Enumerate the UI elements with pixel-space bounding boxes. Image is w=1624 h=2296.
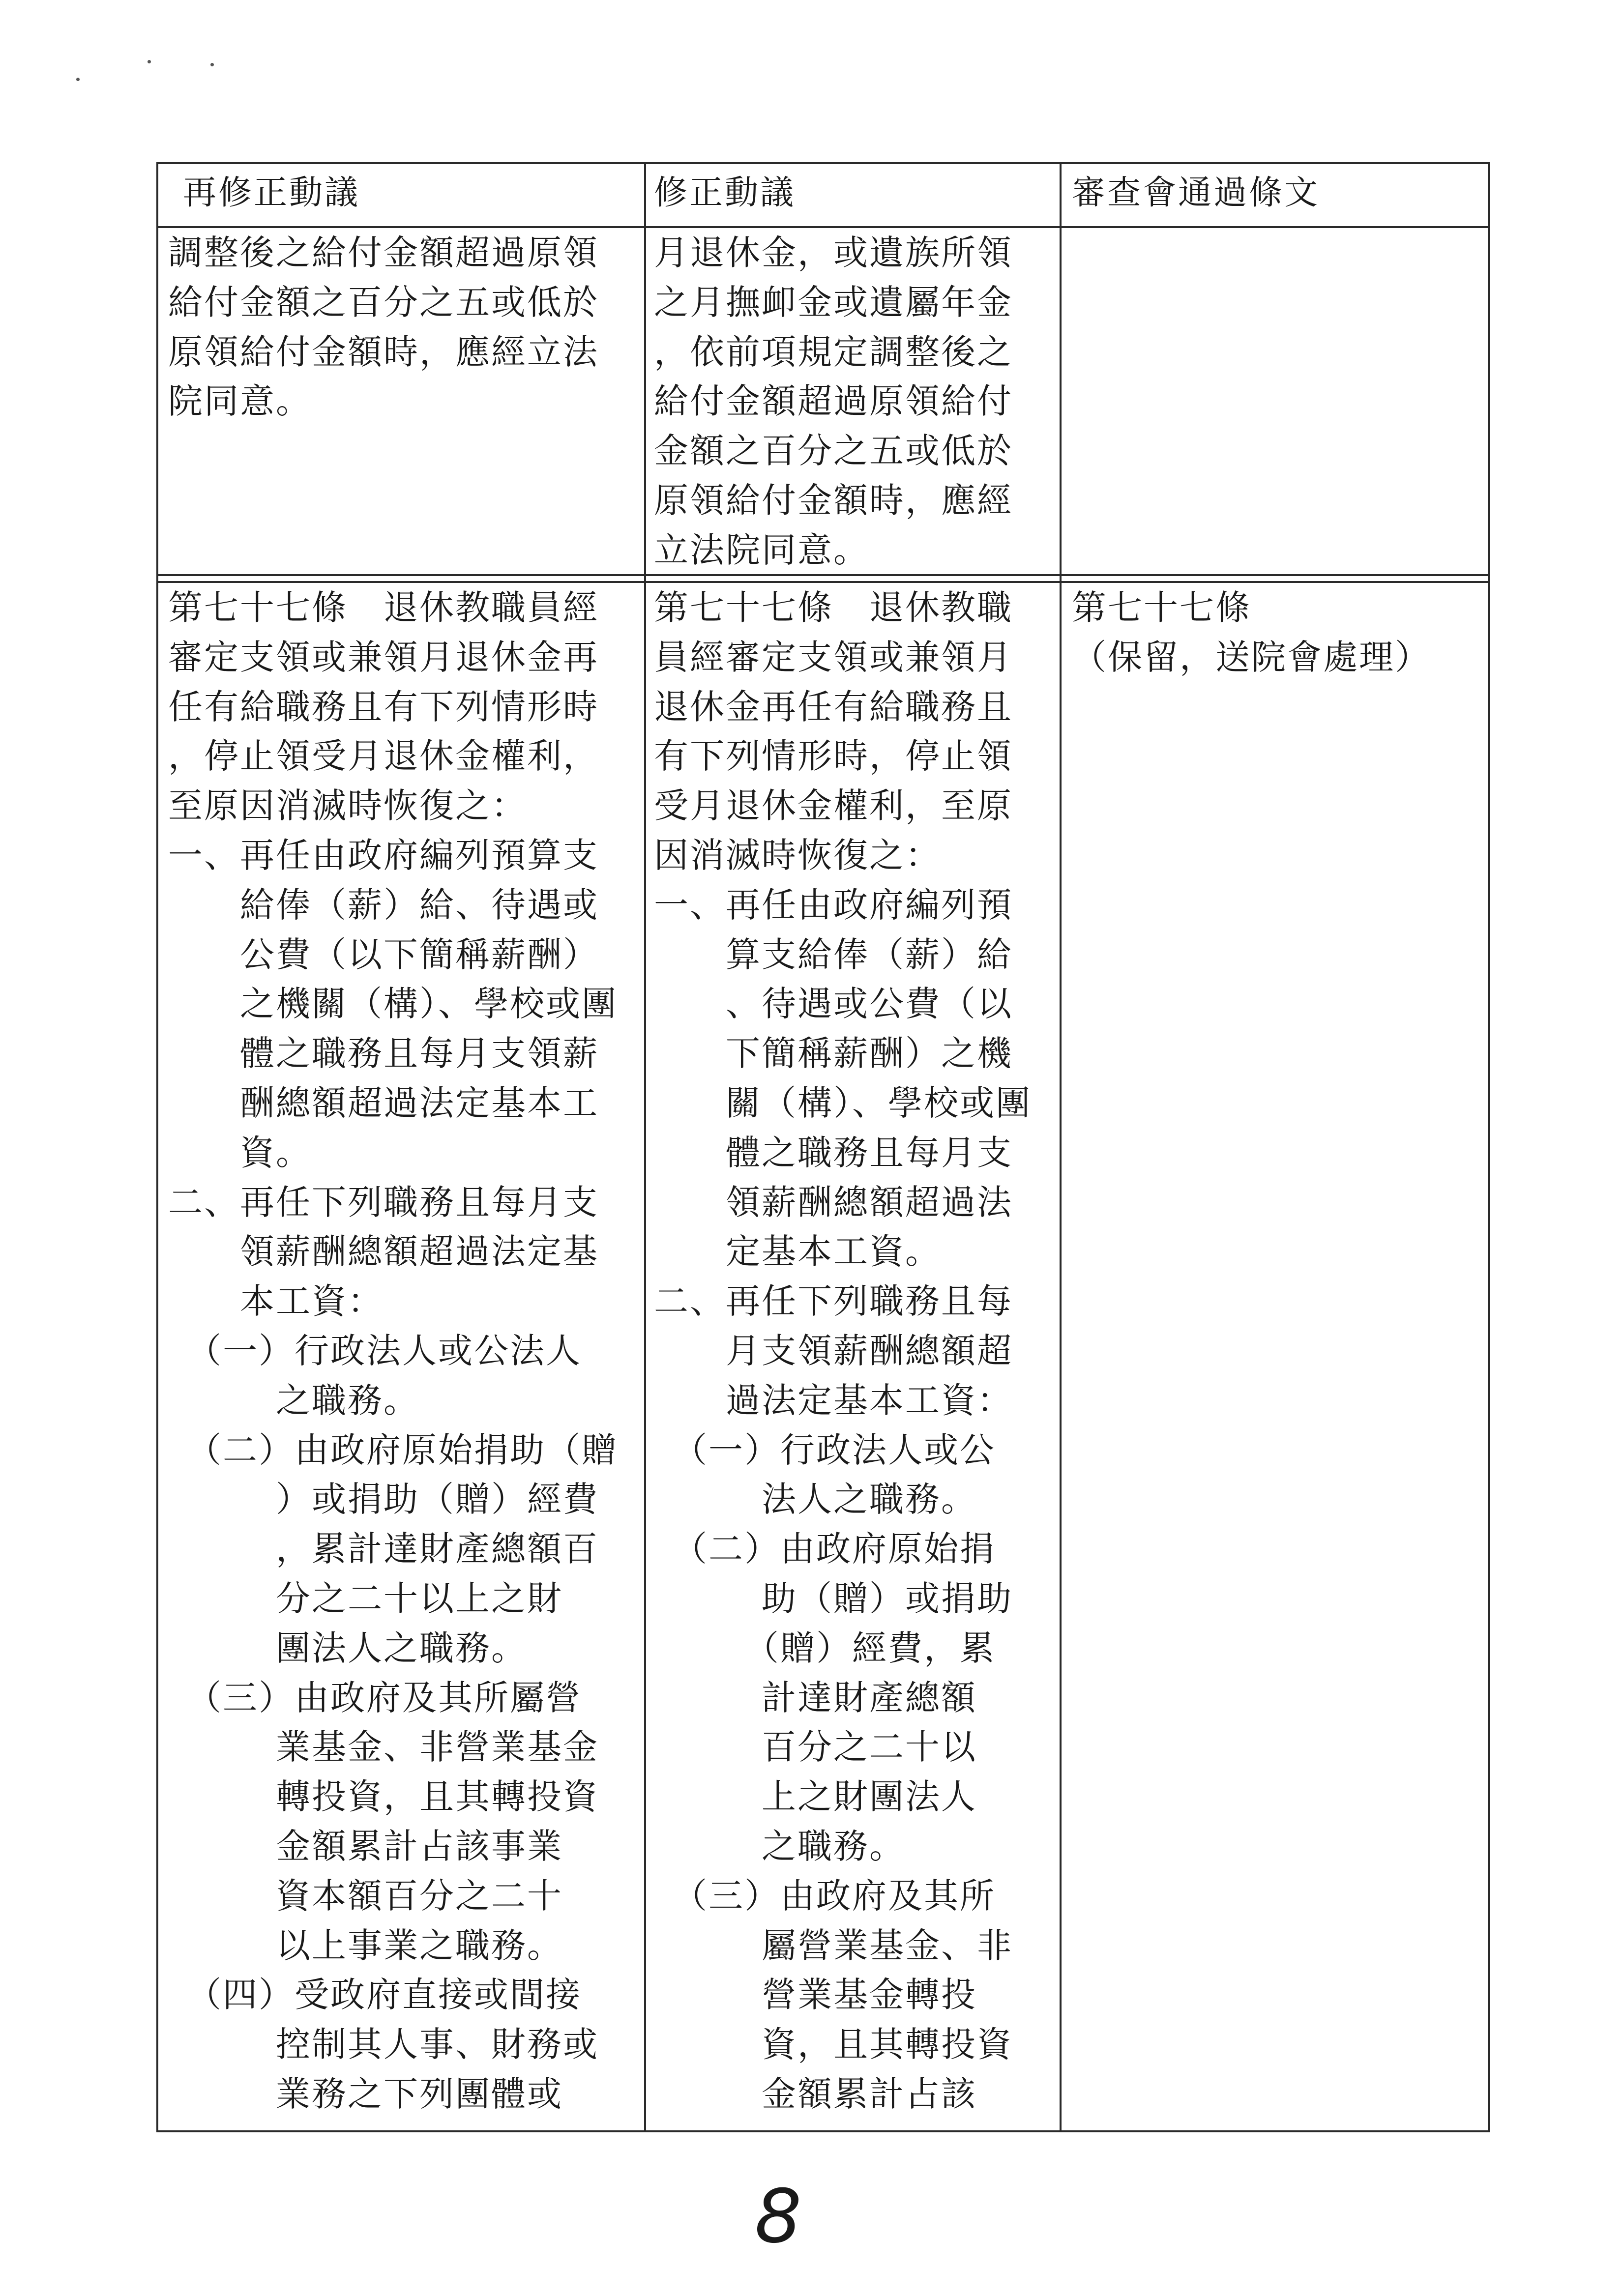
column-divider — [644, 164, 646, 2130]
text-line: 團法人之職務。 — [168, 1628, 527, 1668]
text-line: 二、再任下列職務且每 — [654, 1281, 1013, 1322]
text-line: 資本額百分之二十 — [168, 1875, 563, 1916]
text-line: 公費（以下簡稱薪酬） — [168, 934, 599, 975]
text-line: 審定支領或兼領月退休金再 — [168, 637, 599, 677]
text-line: 體之職務且每月支 — [654, 1132, 1013, 1173]
text-line: （二）由政府原始捐 — [654, 1529, 996, 1569]
row2-col1-text — [168, 583, 618, 2119]
text-line: 業務之下列團體或 — [168, 2073, 563, 2114]
text-line: （贈）經費，累 — [654, 1628, 996, 1668]
text-line: 之月撫卹金或遺屬年金 — [654, 282, 1013, 322]
text-line: 第七十七條 退休教職員經 — [168, 587, 599, 628]
amendment-comparison-table — [156, 162, 1490, 2132]
text-line: 領薪酬總額超過法定基 — [168, 1231, 599, 1272]
text-line: 一、再任由政府編列預算支 — [168, 835, 599, 875]
text-line: 月支領薪酬總額超 — [654, 1330, 1013, 1371]
text-line: 關（構）、學校或團 — [654, 1082, 1032, 1123]
text-line: 業基金、非營業基金 — [168, 1727, 599, 1768]
text-line: 轉投資，且其轉投資 — [168, 1776, 599, 1817]
text-line: 分之二十以上之財 — [168, 1578, 563, 1619]
text-line: （二）由政府原始捐助（贈 — [168, 1429, 618, 1470]
text-line: 、待遇或公費（以 — [654, 984, 1013, 1024]
text-line: 因消滅時恢復之： — [654, 835, 941, 875]
text-line: 至原因消滅時恢復之： — [168, 785, 527, 826]
header-committee-approved-text: 審查會通過條文 — [1072, 174, 1320, 212]
column-divider — [1060, 164, 1062, 2130]
text-line: 金額累計占該事業 — [168, 1826, 563, 1866]
text-line: （一）行政法人或公法人 — [168, 1330, 582, 1371]
text-line: 二、再任下列職務且每月支 — [168, 1182, 599, 1222]
text-line: 退休金再任有給職務且 — [654, 686, 1013, 727]
text-line: 調整後之給付金額超過原領 — [168, 233, 599, 273]
text-line: 之職務。 — [168, 1380, 419, 1421]
text-line: 百分之二十以 — [654, 1727, 977, 1768]
text-line: （一）行政法人或公 — [654, 1429, 996, 1470]
text-line: 之職務。 — [654, 1826, 905, 1866]
text-line: 算支給俸（薪）給 — [654, 934, 1013, 975]
text-line: 員經審定支領或兼領月 — [654, 637, 1013, 677]
text-line: 月退休金，或遺族所領 — [654, 233, 1013, 273]
text-line: 有下列情形時，停止領 — [654, 736, 1013, 777]
scan-speck — [76, 78, 80, 81]
text-line: 上之財團法人 — [654, 1776, 977, 1817]
text-line: 法人之職務。 — [654, 1479, 977, 1520]
text-line: 下簡稱薪酬）之機 — [654, 1033, 1013, 1074]
text-line: （三）由政府及其所屬營 — [168, 1677, 582, 1718]
text-line: 屬營業基金、非 — [654, 1925, 1013, 1966]
row2-col3-text — [1072, 583, 1431, 682]
text-line: 一、再任由政府編列預 — [654, 884, 1013, 925]
text-line: 營業基金轉投 — [654, 1975, 977, 2015]
text-line: 過法定基本工資： — [654, 1380, 1013, 1421]
text-line: 原領給付金額時，應經立法 — [168, 331, 599, 372]
text-line: 體之職務且每月支領薪 — [168, 1033, 599, 1074]
text-line: 之機關（構）、學校或團 — [168, 984, 618, 1024]
text-line: 第七十七條 退休教職 — [654, 587, 1013, 628]
text-line: ）或捐助（贈）經費 — [168, 1479, 599, 1520]
text-line: ，累計達財產總額百 — [168, 1529, 599, 1569]
text-line: ，停止領受月退休金權利， — [168, 736, 599, 777]
row2-col2-text — [654, 583, 1032, 2119]
text-line: 院同意。 — [168, 381, 312, 422]
scan-speck — [210, 63, 214, 66]
text-line: 以上事業之職務。 — [168, 1925, 563, 1966]
text-line: （保留，送院會處理） — [1072, 637, 1431, 677]
text-line: 本工資： — [168, 1281, 384, 1322]
text-line: 受月退休金權利，至原 — [654, 785, 1013, 826]
row1-col1-text — [168, 228, 599, 426]
text-line: 領薪酬總額超過法 — [654, 1182, 1013, 1222]
text-line: 原領給付金額時，應經 — [654, 480, 1013, 521]
scan-speck — [148, 60, 151, 63]
text-line: 資，且其轉投資 — [654, 2024, 1013, 2065]
text-line: 金額累計占該 — [654, 2073, 977, 2114]
text-line: ，依前項規定調整後之 — [654, 331, 1013, 372]
text-line: 任有給職務且有下列情形時 — [168, 686, 599, 727]
text-line: 第七十七條 — [1072, 587, 1251, 628]
page-number: 8 — [755, 2174, 802, 2260]
text-line: 給付金額之百分之五或低於 — [168, 282, 599, 322]
row1-col2-text — [654, 228, 1013, 575]
header-re-amendment-motion: 再修正動議 — [183, 174, 360, 212]
text-line: 酬總額超過法定基本工 — [168, 1082, 599, 1123]
text-line: 立法院同意。 — [654, 529, 869, 570]
text-line: （四）受政府直接或間接 — [168, 1975, 582, 2015]
text-line: 助（贈）或捐助 — [654, 1578, 1013, 1619]
text-line: 資。 — [168, 1132, 312, 1173]
text-line: 計達財產總額 — [654, 1677, 977, 1718]
text-line: 給俸（薪）給、待遇或 — [168, 884, 599, 925]
text-line: 給付金額超過原領給付 — [654, 381, 1013, 422]
text-line: （三）由政府及其所 — [654, 1875, 996, 1916]
text-line: 控制其人事、財務或 — [168, 2024, 599, 2065]
text-line: 金額之百分之五或低於 — [654, 431, 1013, 471]
header-amendment-motion: 修正動議 — [654, 174, 796, 212]
text-line: 定基本工資。 — [654, 1231, 941, 1272]
